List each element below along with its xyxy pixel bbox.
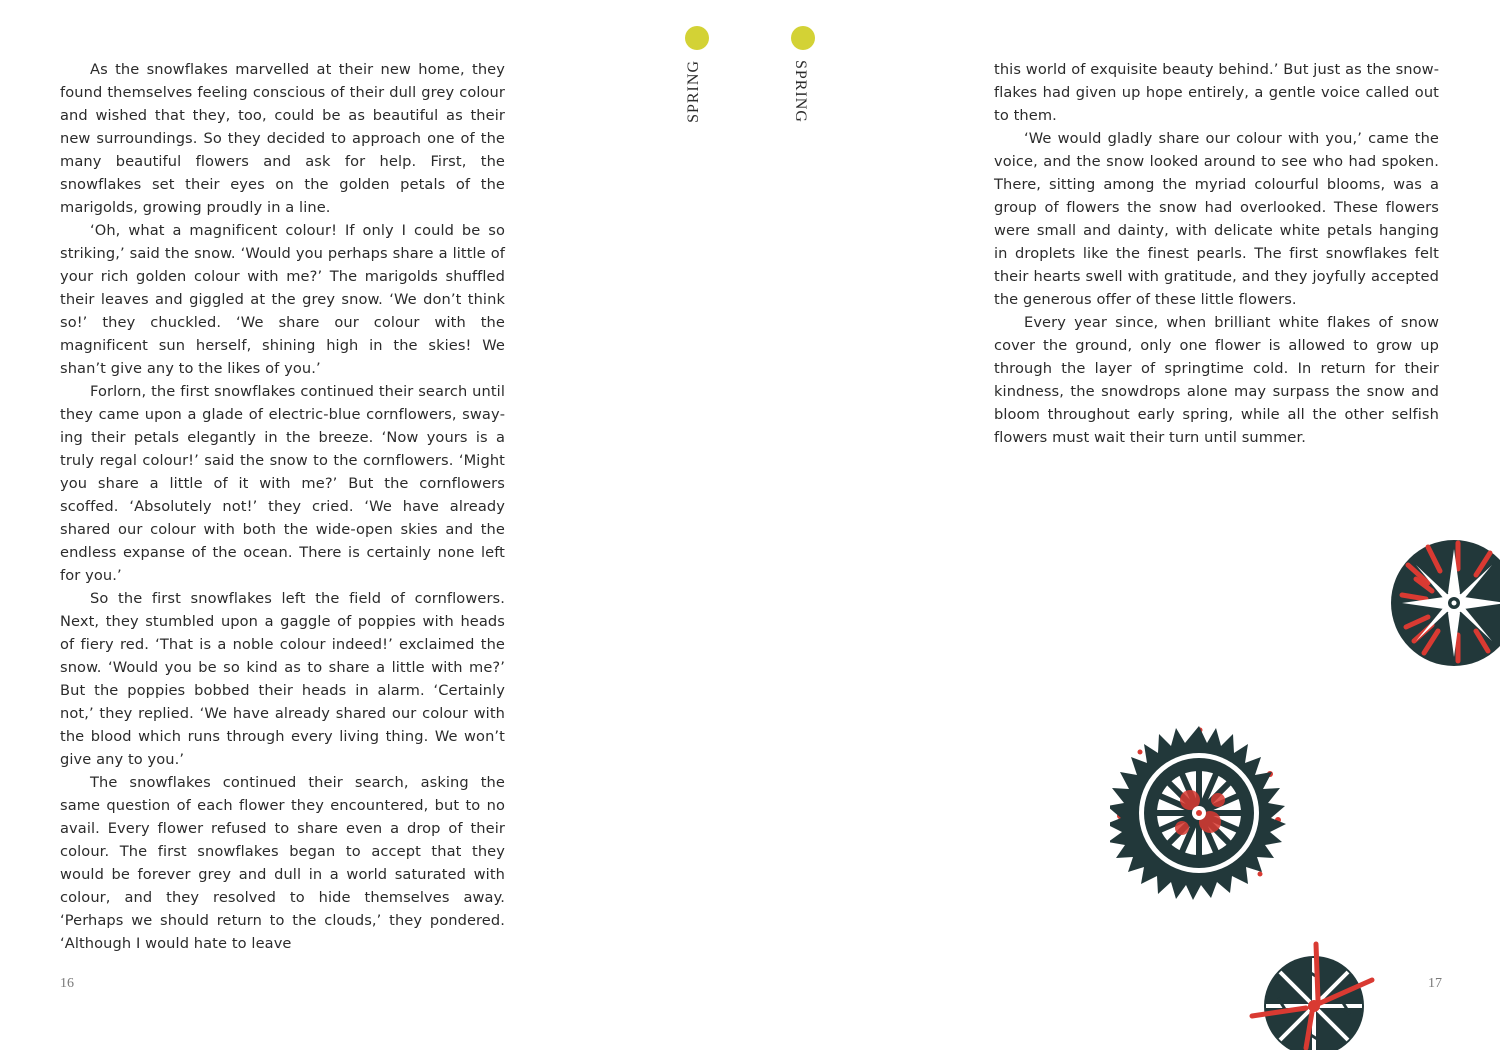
right-body-text xyxy=(994,58,1439,449)
paragraph: ‘Oh, what a magnificent colour! If only I could be so striking,’ said the snow. ‘Would you perhaps share a little of your rich golden colour with me?’ The marigolds shuffled their leaves and giggled at the grey snow. ‘We don’t think so!’ they chuckled. ‘We share our colour with the magnificent sun herself, shining high in the skies! We shan’t give any to the likes of you.’ xyxy=(60,222,505,377)
page-number-left: 16 xyxy=(60,976,74,991)
tab-dot-icon xyxy=(791,26,815,50)
paragraph: Forlorn, the first snowflakes continued their search until they came upon a glade of electric-blue cornflowers, swaying their petals elegantly in the breeze. ‘Now yours is a truly regal colour!’ said the snow to the cornflowers. ‘Might you share a little of it with me?’ But the cornflowers scoffed. ‘Absolutely not!’ they cried. ‘We have already shared our colour with both the wide-open skies and the endless expanse of the ocean. There is certainly none left for you.’ xyxy=(60,383,505,584)
paragraph: The snowflakes continued their search, asking the same question of each flower they encountered, but to no avail. Every flower refused to share even a drop of their colour. The first snowflakes began to accept that they would be forever grey and dull in a world saturated with colour, and they resolved to hide themselves away. ‘Perhaps we should return to the clouds,’ they pondered. ‘Although I would hate to leave xyxy=(60,774,505,952)
snowflake-stamp-icon xyxy=(1110,724,1288,902)
paragraph: So the first snowflakes left the field of cornflowers. Next, they stumbled upon a gaggle of poppies with heads of fiery red. ‘That is a noble colour indeed!’ exclaimed the snow. ‘Would you be so kind as to share a little with me?’ But the poppies bobbed their heads in alarm. ‘Certainly not,’ they replied. ‘We have already shared our colour with the blood which runs through every living thing. We won’t give any to you.’ xyxy=(60,590,505,768)
left-body-text xyxy=(60,58,505,955)
paragraph: As the snowflakes marvelled at their new home, they found themselves feeling conscious of their dull grey colour and wished that they, too, could be as beautiful as their new surroundings. So they decided to approach one of the many beautiful flowers and ask for help. First, the snowflakes set their eyes on the golden petals of the marigolds, growing proudly in a line. xyxy=(60,61,505,216)
section-label: SPRING xyxy=(685,60,702,123)
section-label: SPRING xyxy=(792,60,809,123)
paragraph: ‘We would gladly share our colour with you,’ came the voice, and the snow looked around to see who had spoken. There, sitting among the myriad colourful blooms, was a group of flowers the snow had overlooked. These flowers were small and dainty, with delicate white petals hanging in droplets like the finest pearls. The first snowflakes felt their hearts swell with gratitude, and they joyfully accepted the generous offer of these little flowers. xyxy=(994,130,1439,308)
tab-dot-icon xyxy=(685,26,709,50)
section-tab-left xyxy=(684,26,710,123)
snowflake-stamp-icon xyxy=(1388,535,1500,671)
page-number-right: 17 xyxy=(1428,976,1442,991)
paragraph: Every year since, when brilliant white flakes of snow cover the ground, only one flower is allowed to grow up through the layer of springtime cold. In return for their kindness, the snowdrops alone may surpass the snow and bloom throughout early spring, while all the other selfish flowers must wait their turn until summer. xyxy=(994,314,1439,446)
section-tab-right xyxy=(790,26,816,123)
paragraph: this world of exquisite beauty behind.’ But just as the snowflakes had given up hope entirely, a gentle voice called out to them. xyxy=(994,61,1439,124)
snowflake-stamp-icon xyxy=(1246,940,1376,1050)
